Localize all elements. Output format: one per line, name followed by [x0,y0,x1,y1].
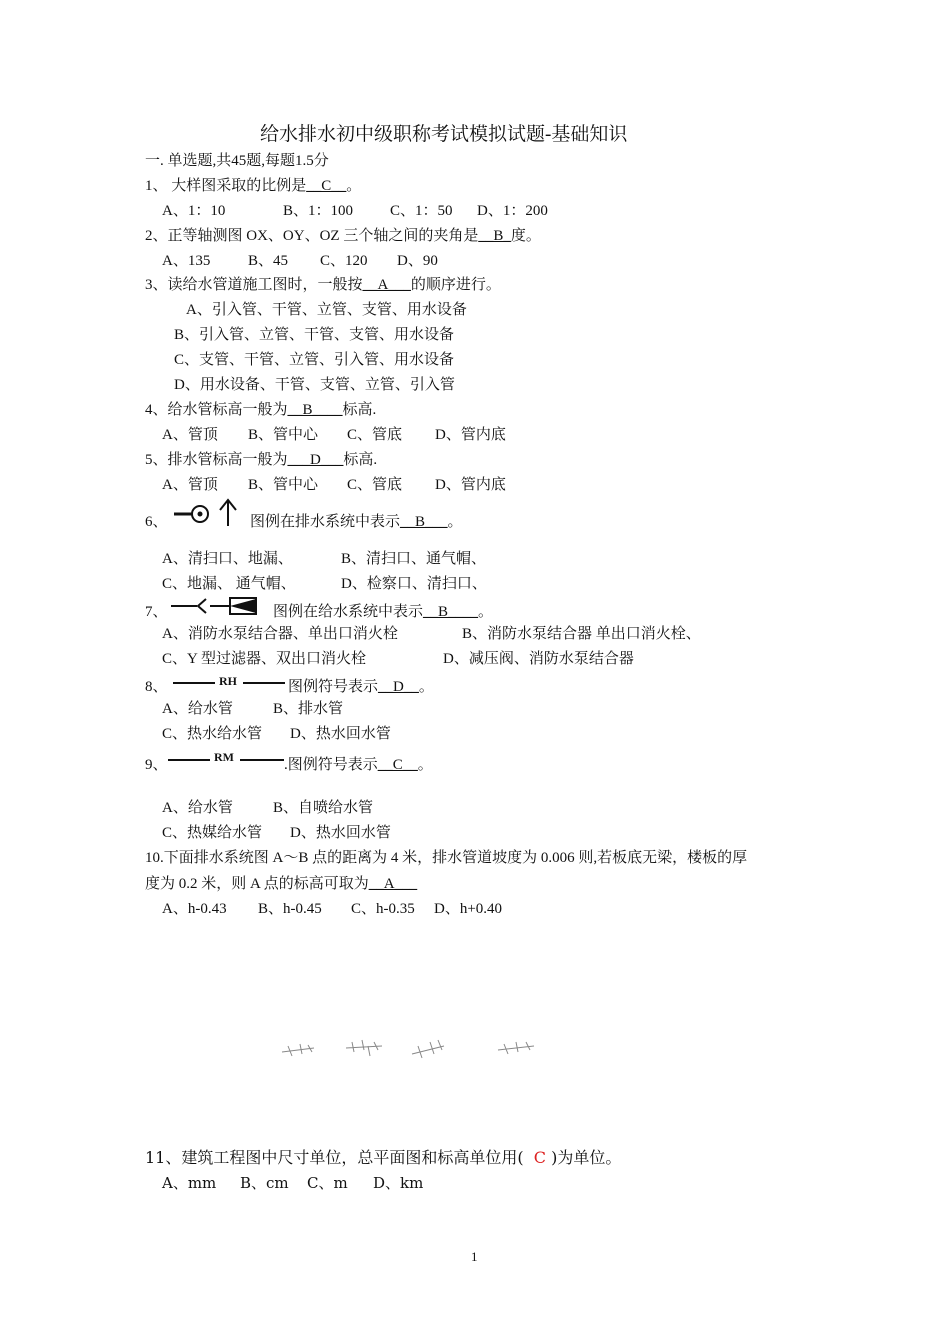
question-6-number: 6、 [145,514,168,530]
pump-connector-hydrant-symbol-icon [170,597,265,619]
option-c: C、Y 型过滤器、双出口消火栓 [162,651,367,667]
option-d: D、1：200 [477,203,548,219]
option-d: D、管内底 [435,427,506,443]
answer-blank: __B____ [287,402,343,418]
option-d: D、检察口、清扫口、 [341,576,487,592]
option-a: A、引入管、干管、立管、支管、用水设备 [186,302,467,318]
rh-pipe-symbol [173,673,285,693]
question-text: 度为 0.2 米，则 A 点的标高可取为 [145,876,369,892]
option-d: D、h+0.40 [434,901,503,917]
drainage-system-diagram [278,1036,540,1062]
question-9-number: 9、 [145,757,168,773]
option-a: A、管顶 [162,427,218,443]
rm-symbol-label: RM [214,750,234,764]
question-11 [145,1148,621,1167]
option-b: B、cm [240,1174,289,1192]
rh-symbol-label: RH [219,674,237,688]
option-b: B、清扫口、通气帽、 [341,551,487,567]
option-b: B、管中心 [248,427,319,443]
option-c: C、支管、干管、立管、引入管、用水设备 [174,352,455,368]
question-text: 图例符号表示 [288,679,379,695]
option-a: A、清扫口、地漏、 [162,551,293,567]
option-b: B、45 [248,253,289,269]
question-suffix: 。 [478,604,494,620]
question-text: .图例符号表示 [284,757,378,773]
answer-blank: ___D___ [287,452,344,468]
question-text: 4、给水管标高一般为 [145,402,288,418]
question-7-number: 7、 [145,604,168,620]
question-6 [250,513,463,531]
question-text: 5、排水管标高一般为 [145,452,288,468]
option-a: A、给水管 [162,800,233,816]
answer-blank: __C__ [306,178,347,194]
option-c: C、地漏、 通气帽、 [162,576,296,592]
answer-blank: __C__ [377,757,418,773]
option-d: D、90 [397,253,438,269]
question-text: 11、建筑工程图中尺寸单位，总平面图和标高单位用( [145,1148,524,1167]
page-number: 1 [471,1249,478,1264]
answer-blank: __A___ [368,876,418,892]
option-d: D、热水回水管 [290,726,391,742]
answer-blank: __D__ [378,679,419,695]
question-4 [145,401,376,419]
option-b: B、排水管 [273,701,344,717]
option-a: A、1：10 [162,203,226,219]
option-c: C、热水给水管 [162,726,263,742]
option-c: C、1：50 [390,203,453,219]
question-text: 2、正等轴测图 OX、OY、OZ 三个轴之间的夹角是 [145,228,479,244]
question-suffix: 。 [418,679,434,695]
cleanout-vent-cap-symbol-icon [172,497,244,529]
option-b: B、自喷给水管 [273,800,374,816]
question-9 [284,756,433,774]
question-10-line-2 [145,875,417,893]
option-d: D、热水回水管 [290,825,391,841]
question-text: 图例在排水系统中表示 [250,514,401,530]
question-suffix: )为单位。 [551,1148,622,1167]
option-b: B、h-0.45 [258,901,322,917]
question-suffix: 标高. [342,402,377,418]
question-text: 3、读给水管道施工图时，一般按 [145,277,363,293]
option-c: C、m [307,1174,348,1192]
question-text: 1、 大样图采取的比例是 [145,178,307,194]
question-8-number: 8、 [145,679,168,695]
option-d: D、减压阀、消防水泵结合器 [443,651,634,667]
page-title: 给水排水初中级职称考试模拟试题-基础知识 [260,124,628,145]
option-c: C、管底 [347,427,403,443]
question-suffix: 。 [447,514,463,530]
option-b: B、引入管、立管、干管、支管、用水设备 [174,327,455,343]
rm-pipe-symbol [168,749,284,769]
answer-blank: __A___ [362,277,411,293]
question-suffix: 。 [417,757,433,773]
option-a: A、管顶 [162,477,218,493]
answer-blank: __B_ [478,228,511,244]
option-a: A、消防水泵结合器、单出口消火栓 [162,626,398,642]
option-c: C、h-0.35 [351,901,415,917]
question-suffix: 。 [346,178,362,194]
option-c: C、120 [320,253,368,269]
question-suffix: 度。 [510,228,541,244]
question-suffix: 标高. [343,452,378,468]
option-a: A、mm [162,1174,217,1192]
option-c: C、热媒给水管 [162,825,263,841]
option-b: B、管中心 [248,477,319,493]
answer-blank: __B____ [423,604,479,620]
option-a: A、135 [162,253,211,269]
answer-blank: __B___ [400,514,448,530]
question-10-line-1: 10.下面排水系统图 A～B 点的距离为 4 米，排水管道坡度为 0.006 则,若板底无梁，楼板的厚 [145,850,748,866]
question-suffix: 的顺序进行。 [410,277,501,293]
option-b: B、消防水泵结合器 单出口消火栓、 [462,626,701,642]
question-7 [273,603,493,621]
question-3 [145,276,501,294]
option-d: D、管内底 [435,477,506,493]
question-1 [145,177,361,195]
question-2 [145,227,541,245]
answer-mark: C [533,1148,547,1167]
option-b: B、1：100 [283,203,354,219]
question-text: 图例在给水系统中表示 [273,604,424,620]
option-d: D、用水设备、干管、支管、立管、引入管 [174,377,455,393]
question-8 [288,678,434,696]
question-5 [145,451,377,469]
section-heading: 一. 单选题,共45题,每题1.5分 [145,153,329,169]
option-a: A、h-0.43 [162,901,227,917]
option-d: D、km [373,1174,424,1192]
option-c: C、管底 [347,477,403,493]
option-a: A、给水管 [162,701,233,717]
